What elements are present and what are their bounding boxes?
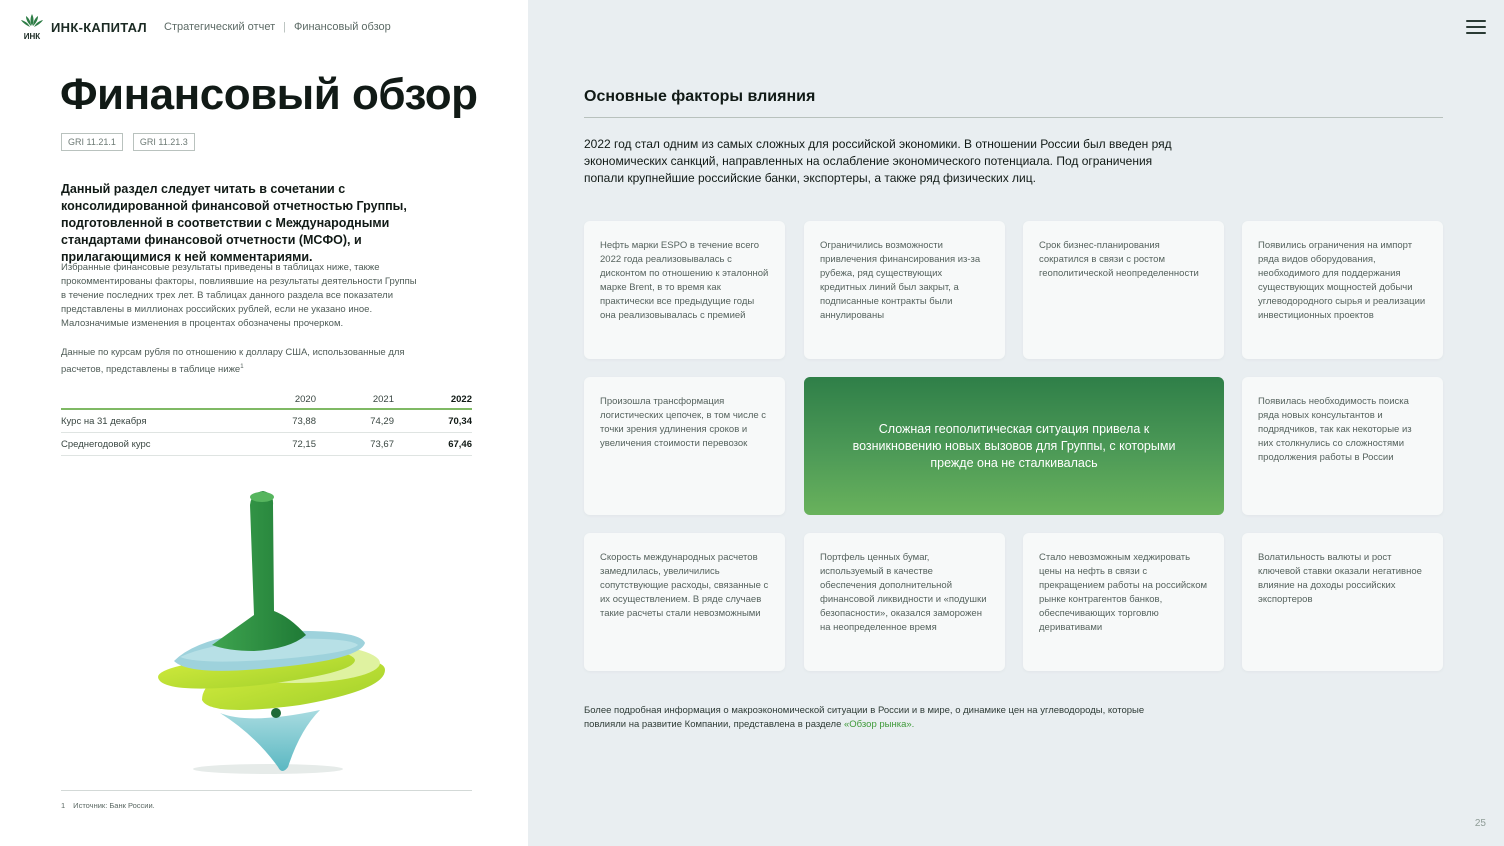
table-header-row (61, 390, 472, 410)
menu-icon-bar (1466, 32, 1486, 34)
menu-icon[interactable] (1466, 20, 1486, 34)
svg-text:ИНК: ИНК (23, 32, 41, 41)
table-row-label: Среднегодовой курс (61, 438, 151, 450)
table-cell: 70,34 (448, 415, 472, 427)
spinning-top-illustration (150, 485, 390, 775)
factor-card: Скорость международных расчетов замедлилась, увеличились сопутствующие расходы, связанные с их осуществлением. В ряде случаев такие расчеты стали невозможными (584, 533, 785, 671)
table-header: 2021 (372, 393, 394, 405)
section-intro: 2022 год стал одним из самых сложных для российской экономики. В отношении России был введен ряд экономических санкций, направленных на ослабление экономического потенциала. Под ограничения попали крупнейшие российские банки, экспортеры, а также ряд физических лиц. (584, 137, 1172, 185)
table-cell: 74,29 (370, 415, 394, 427)
factor-card: Ограничились возможности привлечения финансирования из-за рубежа, ряд существующих кредитных линий был закрыт, а подписанные контракты были аннулированы (804, 221, 1005, 359)
footnote (61, 801, 163, 810)
lead-paragraph: Данный раздел следует читать в сочетании с консолидированной финансовой отчетностью Группы, подготовленной в соответствии с Международными стандартами финансовой отчетности (МСФО), и прилагающимися к ней комментариями. (61, 182, 407, 264)
breadcrumb (164, 21, 391, 33)
gri-tags (61, 133, 195, 151)
table-cell: 72,15 (292, 438, 316, 450)
footnote-number: 1 (61, 801, 66, 810)
table-cell: 73,88 (292, 415, 316, 427)
section-divider (584, 117, 1443, 118)
factor-card: Стало невозможным хеджировать цены на нефть в связи с прекращением работы на российском рынке контрагентов банков, обеспечивающих торговлю деривативами (1023, 533, 1224, 671)
page-number: 25 (1474, 818, 1486, 829)
breadcrumb-item-financial-review[interactable]: Финансовый обзор (293, 21, 391, 33)
more-info-text (584, 704, 1184, 732)
rates-table (61, 390, 472, 456)
market-review-link[interactable]: «Обзор рынка». (844, 719, 915, 730)
footnote-divider (61, 790, 472, 791)
menu-icon-bar (1466, 26, 1486, 28)
breadcrumb-item-strategic-report[interactable]: Стратегический отчет (164, 21, 276, 33)
intro-paragraph: Избранные финансовые результаты приведены в таблицах ниже, также прокомментированы факторы, повлиявшие на результаты деятельности Группы в течение последних трех лет. В таблицах данного раздела все показатели представлены в миллионах российских рублей, если не указано иное. Малозначимые изменения в процентах обозначены прочерком. (61, 262, 417, 329)
menu-icon-bar (1466, 20, 1486, 22)
table-cell: 73,67 (370, 438, 394, 450)
rates-note-paragraph (61, 346, 421, 377)
table-row (61, 410, 472, 433)
factor-card: Произошла трансформация логистических цепочек, в том числе с точки зрения удлинения сроков и увеличения стоимости перевозок (584, 377, 785, 515)
table-row (61, 433, 472, 456)
breadcrumb-separator: | (283, 21, 286, 33)
logo-icon (18, 12, 46, 42)
factor-card: Появились ограничения на импорт ряда видов оборудования, необходимого для поддержания существующих мощностей добычи углеводородного сырья и реализации инвестиционных проектов (1242, 221, 1443, 359)
rates-note-text: Данные по курсам рубля по отношению к доллару США, использованные для расчетов, представлены в таблице ниже (61, 347, 405, 376)
more-info-body: Более подробная информация о макроэкономической ситуации в России и в мире, о динамике цен на углеводороды, которые повлияли на развитие Компании, представлена в разделе (584, 705, 1145, 730)
gri-tag: GRI 11.21.1 (61, 133, 123, 151)
logo-text: ИНК-КАПИТАЛ (51, 19, 147, 35)
factor-card: Срок бизнес-планирования сократился в связи с ростом геополитической неопределенности (1023, 221, 1224, 359)
center-highlight-card: Сложная геополитическая ситуация привела к возникновению новых вызовов для Группы, с которыми прежде она не сталкивалась (804, 377, 1224, 515)
table-cell: 67,46 (448, 438, 472, 450)
footnote-ref[interactable]: 1 (240, 364, 244, 370)
gri-tag: GRI 11.21.3 (133, 133, 195, 151)
section-title: Основные факторы влияния (584, 88, 816, 105)
factor-card: Волатильность валюты и рост ключевой ставки оказали негативное влияние на доходы российских экспортеров (1242, 533, 1443, 671)
table-header: 2020 (294, 393, 316, 405)
page-title: Финансовый обзор (60, 70, 478, 119)
factor-card: Нефть марки ESPO в течение всего 2022 года реализовывалась с дисконтом по отношению к эталонной марке Brent, в то время как практически все предыдущие годы она реализовывалась с премией (584, 221, 785, 359)
factor-card: Появилась необходимость поиска ряда новых консультантов и подрядчиков, так как некоторые из них столкнулись со сложностями продолжения работы в России (1242, 377, 1443, 515)
table-header: 2022 (450, 393, 472, 405)
logo[interactable] (18, 12, 147, 42)
table-row-label: Курс на 31 декабря (61, 415, 147, 427)
factor-card: Портфель ценных бумаг, используемый в качестве обеспечения дополнительной финансовой ликвидности и «подушки безопасности», оказался заморожен на неопределенное время (804, 533, 1005, 671)
footnote-text: Источник: Банк России. (73, 801, 155, 810)
